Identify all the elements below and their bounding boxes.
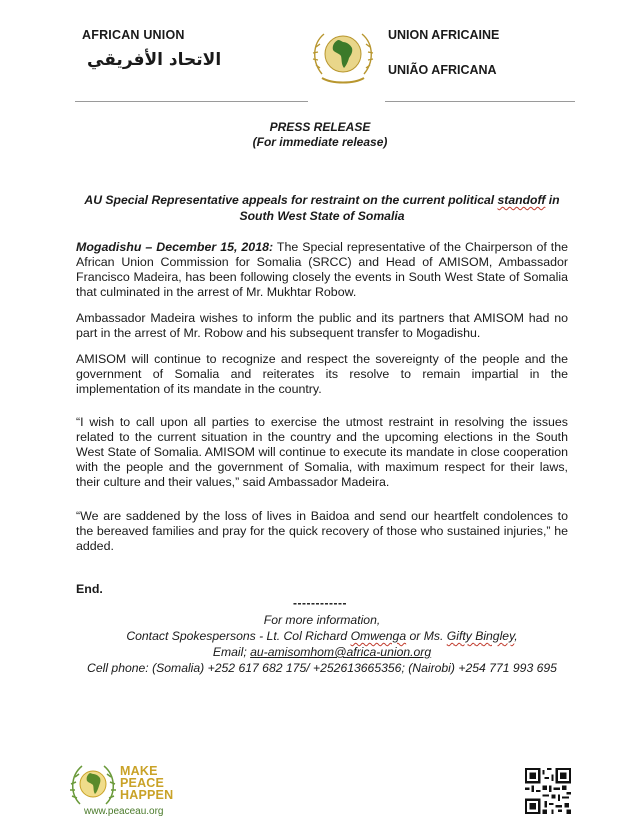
header-left bbox=[82, 28, 262, 70]
footer-slogan bbox=[120, 765, 173, 801]
au-emblem-icon bbox=[308, 22, 378, 88]
paragraph-1-text: The Special representative of the Chairperson of the African Union Commission for Somalia (SRCC) and Head of AMISOM, Ambassador Francisco Madeira, has been following closely the events in South West State of Somalia that culminated in the arrest of Mr. Mukhtar Robow. bbox=[76, 240, 569, 299]
contact-block bbox=[60, 612, 584, 676]
paragraph-2: Ambassador Madeira wishes to inform the public and its partners that AMISOM had no part in the arrest of Mr. Robow and his subsequent transfer to Mogadishu. bbox=[76, 311, 568, 340]
header-african-union: AFRICAN UNION bbox=[82, 28, 185, 42]
paragraph-4: “I wish to call upon all parties to exercise the utmost restraint in resolving the issues related to the current situation in the country and the upcoming elections in the South West State of Somalia. AMISOM will continue to execute its mandate in close cooperation with the people and the government of Somalia, with maximum respect for their laws, their culture and their values,” said Ambassador Madeira. bbox=[76, 415, 568, 489]
end-marker: End. bbox=[76, 582, 103, 596]
footer-url[interactable]: www.peaceau.org bbox=[84, 806, 164, 817]
spokespersons-line bbox=[60, 628, 584, 644]
spokes-mid: or Ms. bbox=[406, 629, 447, 643]
press-release-subtitle: (For immediate release) bbox=[252, 135, 388, 149]
headline-part-1: AU Special Representative appeals for restraint on the current political bbox=[84, 193, 498, 207]
header-uniao-africana: UNIÃO AFRICANA bbox=[388, 63, 497, 77]
slogan-happen: HAPPEN bbox=[120, 788, 174, 802]
email-link[interactable]: au-amisomhom@africa-union.org bbox=[250, 645, 432, 659]
separator-dashes: ------------ bbox=[293, 596, 347, 610]
paragraph-3: AMISOM will continue to recognize and respect the sovereignty of the people and the government of Somalia and reiterates its resolve to remain impartial in the implementation of its mandate in the country. bbox=[76, 352, 568, 396]
spokesperson-name-1: Omwenga bbox=[350, 629, 407, 643]
header-rule-right bbox=[385, 101, 575, 102]
paragraph-1 bbox=[76, 240, 568, 300]
spokes-prefix: Contact Spokespersons - Lt. Col Richard bbox=[126, 629, 351, 643]
headline-flagged-word: standoff bbox=[497, 193, 546, 207]
header-union-africaine: UNION AFRICAINE bbox=[388, 28, 500, 42]
dateline: Mogadishu – December 15, 2018: bbox=[76, 240, 274, 254]
slogan-make: MAKE bbox=[120, 764, 158, 778]
headline bbox=[76, 192, 568, 224]
email-label: Email; bbox=[212, 645, 251, 659]
qr-code-icon bbox=[525, 768, 571, 814]
spokesperson-name-2: Gifty Bingley bbox=[446, 629, 515, 643]
header-arabic: الاتحاد الأفريقي bbox=[87, 50, 222, 70]
press-release-title: PRESS RELEASE bbox=[269, 120, 371, 134]
paragraph-5: “We are saddened by the loss of lives in Baidoa and send our heartfelt condolences to the bereaved families and pray for the quick recovery of those who sustained injuries,” he added. bbox=[76, 509, 568, 553]
email-line bbox=[60, 644, 584, 660]
press-release-heading bbox=[0, 120, 640, 150]
phone-line: Cell phone: (Somalia) +252 617 682 175/ +252613665356; (Nairobi) +254 771 993 695 bbox=[87, 661, 557, 675]
headline-part-2: in South West State of Somalia bbox=[239, 193, 560, 223]
header-right bbox=[388, 28, 588, 77]
header-rule-left bbox=[75, 101, 308, 102]
more-info-line: For more information, bbox=[263, 613, 381, 627]
slogan-peace: PEACE bbox=[120, 776, 165, 790]
spokes-suffix: , bbox=[514, 629, 518, 643]
